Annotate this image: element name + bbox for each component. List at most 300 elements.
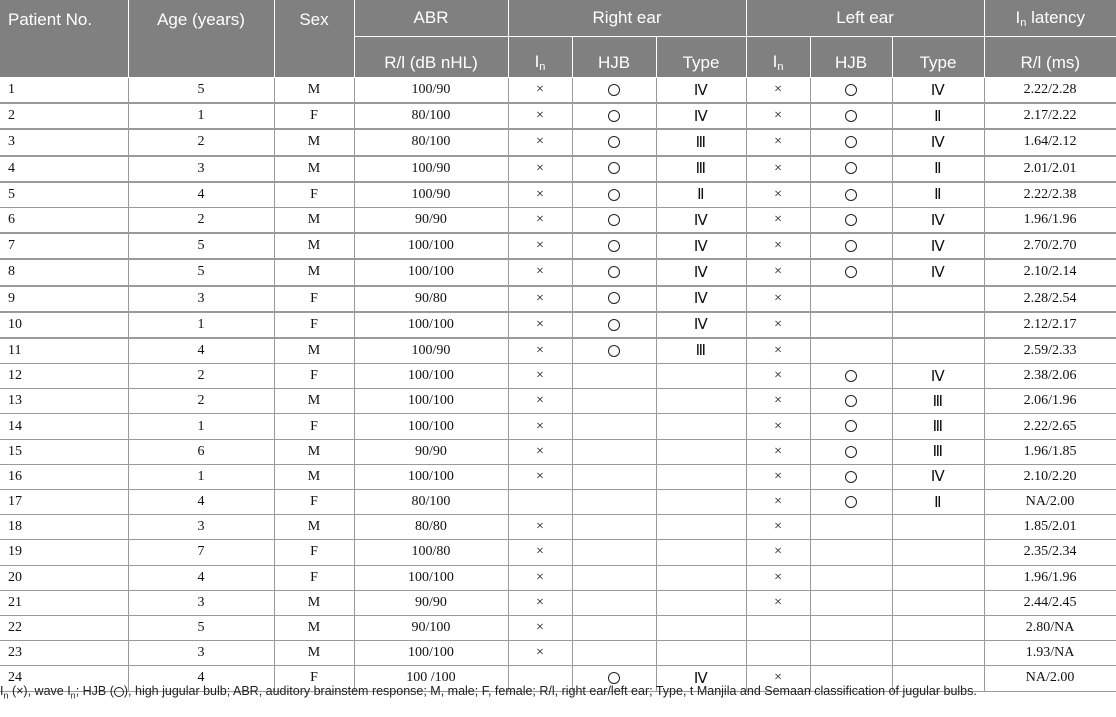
patient-no-cell: 2 (0, 103, 128, 129)
age-cell: 4 (128, 565, 274, 590)
circle-icon (845, 110, 857, 122)
left-hjb-cell (810, 414, 892, 439)
circle-icon (608, 214, 620, 226)
right-wave-cell: × (508, 565, 572, 590)
right-wave-cell: × (508, 615, 572, 640)
patient-no-cell: 17 (0, 490, 128, 515)
table-row (0, 490, 1116, 515)
latency-cell: 2.80/NA (984, 615, 1116, 640)
sex-cell: F (274, 414, 354, 439)
latency-cell: 2.28/2.54 (984, 286, 1116, 312)
circle-icon (608, 240, 620, 252)
latency-cell: NA/2.00 (984, 490, 1116, 515)
patient-no-cell: 22 (0, 615, 128, 640)
circle-icon (845, 446, 857, 458)
left-wave-cell: × (746, 156, 810, 182)
sex-cell: M (274, 338, 354, 364)
right-type-cell: Ⅳ (656, 259, 746, 285)
circle-icon (608, 110, 620, 122)
latency-cell: NA/2.00 (984, 666, 1116, 691)
left-type-cell: Ⅳ (892, 464, 984, 489)
right-type-cell: Ⅲ (656, 129, 746, 155)
sex-cell: M (274, 439, 354, 464)
latency-cell: 1.93/NA (984, 641, 1116, 666)
right-hjb-cell (572, 129, 656, 155)
right-type-cell (656, 590, 746, 615)
right-type-cell: Ⅳ (656, 103, 746, 129)
left-wave-cell: × (746, 233, 810, 259)
right-wave-cell (508, 490, 572, 515)
abr-cell: 90/100 (354, 615, 508, 640)
latency-cell: 2.38/2.06 (984, 364, 1116, 389)
abr-cell: 80/100 (354, 129, 508, 155)
abr-cell: 100 /100 (354, 666, 508, 691)
age-cell: 1 (128, 103, 274, 129)
abr-cell: 100/100 (354, 464, 508, 489)
sex-cell: M (274, 207, 354, 233)
table-row (0, 156, 1116, 182)
left-type-cell (892, 540, 984, 565)
right-wave-cell: × (508, 389, 572, 414)
latency-cell: 1.96/1.85 (984, 439, 1116, 464)
col-header-patient-no: Patient No. (0, 0, 128, 78)
left-type-cell: Ⅲ (892, 414, 984, 439)
left-hjb-cell (810, 312, 892, 338)
age-cell: 4 (128, 338, 274, 364)
age-cell: 3 (128, 590, 274, 615)
patient-no-cell: 6 (0, 207, 128, 233)
abr-cell: 90/80 (354, 286, 508, 312)
age-cell: 5 (128, 259, 274, 285)
right-hjb-cell (572, 312, 656, 338)
right-type-cell: Ⅳ (656, 78, 746, 104)
sex-cell: F (274, 540, 354, 565)
right-type-cell: Ⅳ (656, 666, 746, 691)
right-type-cell (656, 490, 746, 515)
abr-cell: 100/90 (354, 78, 508, 104)
left-hjb-cell (810, 565, 892, 590)
table-row (0, 515, 1116, 540)
table-row (0, 615, 1116, 640)
age-cell: 4 (128, 490, 274, 515)
age-cell: 3 (128, 156, 274, 182)
sex-cell: M (274, 515, 354, 540)
left-hjb-cell (810, 182, 892, 208)
left-hjb-cell (810, 641, 892, 666)
right-type-cell (656, 515, 746, 540)
right-wave-cell: × (508, 103, 572, 129)
abr-cell: 100/100 (354, 312, 508, 338)
circle-icon (845, 136, 857, 148)
patient-no-cell: 1 (0, 78, 128, 104)
right-hjb-cell (572, 103, 656, 129)
left-wave-cell: × (746, 129, 810, 155)
sex-cell: M (274, 156, 354, 182)
abr-cell: 90/90 (354, 439, 508, 464)
latency-cell: 2.59/2.33 (984, 338, 1116, 364)
age-cell: 1 (128, 414, 274, 439)
left-type-cell: Ⅲ (892, 439, 984, 464)
patient-no-cell: 9 (0, 286, 128, 312)
left-type-cell: Ⅳ (892, 364, 984, 389)
right-hjb-cell (572, 464, 656, 489)
abr-cell: 100/100 (354, 414, 508, 439)
patient-no-cell: 23 (0, 641, 128, 666)
patient-no-cell: 10 (0, 312, 128, 338)
left-hjb-cell (810, 259, 892, 285)
left-type-cell: Ⅱ (892, 156, 984, 182)
right-hjb-cell (572, 338, 656, 364)
left-wave-cell: × (746, 464, 810, 489)
left-wave-cell: × (746, 439, 810, 464)
right-wave-cell: × (508, 641, 572, 666)
abr-cell: 100/90 (354, 338, 508, 364)
left-wave-cell: × (746, 565, 810, 590)
left-wave-cell: × (746, 590, 810, 615)
latency-cell: 2.44/2.45 (984, 590, 1116, 615)
left-hjb-cell (810, 590, 892, 615)
right-type-cell (656, 464, 746, 489)
circle-icon (114, 687, 124, 697)
table-footnote: $I_n$ (×), wave $I_n$; HJB ( ), high jugular bulb; ABR, auditory brainstem response; M, male; F, female; R/l, right ear/left ear; Type, t Manjila and Semaan classification of jugular bulbs. (0, 684, 977, 701)
right-wave-cell: × (508, 129, 572, 155)
abr-cell: 80/100 (354, 490, 508, 515)
patient-no-cell: 16 (0, 464, 128, 489)
sex-cell: M (274, 259, 354, 285)
table-row (0, 233, 1116, 259)
left-type-cell (892, 338, 984, 364)
circle-icon (608, 345, 620, 357)
right-wave-cell: × (508, 464, 572, 489)
sex-cell: M (274, 129, 354, 155)
sex-cell: F (274, 312, 354, 338)
left-wave-cell: × (746, 364, 810, 389)
right-type-cell: Ⅳ (656, 286, 746, 312)
patient-no-cell: 19 (0, 540, 128, 565)
latency-cell: 2.10/2.14 (984, 259, 1116, 285)
patient-no-cell: 8 (0, 259, 128, 285)
table-row (0, 103, 1116, 129)
right-type-cell: Ⅳ (656, 312, 746, 338)
right-type-cell (656, 414, 746, 439)
right-hjb-cell (572, 490, 656, 515)
abr-cell: 100/90 (354, 182, 508, 208)
sex-cell: F (274, 103, 354, 129)
right-hjb-cell (572, 182, 656, 208)
right-type-cell (656, 565, 746, 590)
col-header-age: Age (years) (128, 0, 274, 78)
circle-icon (608, 189, 620, 201)
sex-cell: M (274, 78, 354, 104)
left-type-cell: Ⅳ (892, 78, 984, 104)
table-row (0, 641, 1116, 666)
left-wave-cell: × (746, 182, 810, 208)
left-wave-cell (746, 615, 810, 640)
col-header-left-type: Type (892, 37, 984, 78)
right-hjb-cell (572, 233, 656, 259)
age-cell: 3 (128, 515, 274, 540)
table-row (0, 364, 1116, 389)
right-wave-cell: × (508, 590, 572, 615)
table-row (0, 78, 1116, 104)
right-wave-cell: × (508, 78, 572, 104)
left-hjb-cell (810, 338, 892, 364)
right-wave-cell: × (508, 182, 572, 208)
left-wave-cell: × (746, 78, 810, 104)
latency-cell: 2.17/2.22 (984, 103, 1116, 129)
table-row (0, 312, 1116, 338)
circle-icon (845, 395, 857, 407)
left-wave-cell: × (746, 490, 810, 515)
patient-no-cell: 20 (0, 565, 128, 590)
age-cell: 3 (128, 641, 274, 666)
circle-icon (845, 420, 857, 432)
left-hjb-cell (810, 490, 892, 515)
left-hjb-cell (810, 364, 892, 389)
age-cell: 5 (128, 615, 274, 640)
col-header-sex: Sex (274, 0, 354, 78)
left-hjb-cell (810, 540, 892, 565)
age-cell: 2 (128, 389, 274, 414)
right-hjb-cell (572, 414, 656, 439)
left-type-cell: Ⅱ (892, 490, 984, 515)
right-type-cell (656, 439, 746, 464)
circle-icon (845, 471, 857, 483)
right-type-cell (656, 389, 746, 414)
right-type-cell: Ⅱ (656, 182, 746, 208)
table-row (0, 207, 1116, 233)
table-row (0, 338, 1116, 364)
patient-no-cell: 4 (0, 156, 128, 182)
left-hjb-cell (810, 78, 892, 104)
circle-icon (608, 136, 620, 148)
age-cell: 2 (128, 129, 274, 155)
col-header-latency: $I_n$ latency (984, 0, 1116, 37)
left-wave-cell: × (746, 312, 810, 338)
right-type-cell: Ⅳ (656, 233, 746, 259)
left-hjb-cell (810, 286, 892, 312)
latency-cell: 2.10/2.20 (984, 464, 1116, 489)
left-hjb-cell (810, 207, 892, 233)
right-wave-cell: × (508, 414, 572, 439)
col-header-latency-unit: R/l (ms) (984, 37, 1116, 78)
circle-icon (845, 266, 857, 278)
circle-icon (608, 319, 620, 331)
right-wave-cell: × (508, 338, 572, 364)
col-header-right-hjb: HJB (572, 37, 656, 78)
sex-cell: M (274, 590, 354, 615)
right-wave-cell: × (508, 515, 572, 540)
table-row (0, 286, 1116, 312)
age-cell: 3 (128, 286, 274, 312)
left-wave-cell: × (746, 259, 810, 285)
age-cell: 6 (128, 439, 274, 464)
sex-cell: F (274, 490, 354, 515)
right-hjb-cell (572, 259, 656, 285)
left-type-cell (892, 565, 984, 590)
right-type-cell (656, 540, 746, 565)
abr-cell: 80/100 (354, 103, 508, 129)
circle-icon (845, 370, 857, 382)
left-hjb-cell (810, 615, 892, 640)
patient-no-cell: 18 (0, 515, 128, 540)
table-row (0, 464, 1116, 489)
left-wave-cell: × (746, 515, 810, 540)
circle-icon (608, 292, 620, 304)
latency-cell: 2.22/2.65 (984, 414, 1116, 439)
patient-no-cell: 12 (0, 364, 128, 389)
sex-cell: M (274, 233, 354, 259)
left-wave-cell: × (746, 389, 810, 414)
right-type-cell: Ⅲ (656, 156, 746, 182)
right-hjb-cell (572, 207, 656, 233)
sex-cell: M (274, 641, 354, 666)
age-cell: 4 (128, 666, 274, 691)
abr-cell: 90/90 (354, 590, 508, 615)
abr-cell: 100/80 (354, 540, 508, 565)
latency-cell: 1.85/2.01 (984, 515, 1116, 540)
sex-cell: F (274, 182, 354, 208)
right-hjb-cell (572, 641, 656, 666)
left-type-cell: Ⅲ (892, 389, 984, 414)
age-cell: 2 (128, 364, 274, 389)
left-hjb-cell (810, 515, 892, 540)
left-wave-cell: × (746, 414, 810, 439)
table-row (0, 259, 1116, 285)
right-wave-cell: × (508, 233, 572, 259)
right-wave-cell: × (508, 312, 572, 338)
sex-cell: M (274, 389, 354, 414)
left-type-cell: Ⅳ (892, 207, 984, 233)
circle-icon (845, 214, 857, 226)
right-type-cell (656, 364, 746, 389)
patient-no-cell: 7 (0, 233, 128, 259)
table-row (0, 414, 1116, 439)
left-type-cell (892, 515, 984, 540)
left-wave-cell: × (746, 207, 810, 233)
abr-cell: 100/100 (354, 233, 508, 259)
patient-no-cell: 13 (0, 389, 128, 414)
left-type-cell: Ⅱ (892, 103, 984, 129)
left-type-cell (892, 312, 984, 338)
right-wave-cell: × (508, 439, 572, 464)
sex-cell: M (274, 464, 354, 489)
right-wave-cell: × (508, 207, 572, 233)
right-hjb-cell (572, 364, 656, 389)
abr-cell: 100/90 (354, 156, 508, 182)
age-cell: 4 (128, 182, 274, 208)
left-hjb-cell (810, 439, 892, 464)
left-wave-cell: × (746, 103, 810, 129)
patient-no-cell: 11 (0, 338, 128, 364)
table-body (0, 78, 1116, 692)
age-cell: 1 (128, 312, 274, 338)
age-cell: 5 (128, 233, 274, 259)
circle-icon (608, 266, 620, 278)
col-header-right-type: Type (656, 37, 746, 78)
right-type-cell: Ⅳ (656, 207, 746, 233)
right-type-cell (656, 615, 746, 640)
age-cell: 5 (128, 78, 274, 104)
right-wave-cell: × (508, 259, 572, 285)
latency-cell: 2.06/1.96 (984, 389, 1116, 414)
col-header-abr: ABR (354, 0, 508, 37)
col-header-abr-unit: R/l (dB nHL) (354, 37, 508, 78)
patient-no-cell: 24 (0, 666, 128, 691)
abr-cell: 80/80 (354, 515, 508, 540)
age-cell: 2 (128, 207, 274, 233)
left-wave-cell: × (746, 286, 810, 312)
abr-cell: 100/100 (354, 565, 508, 590)
right-wave-cell: × (508, 540, 572, 565)
patient-no-cell: 5 (0, 182, 128, 208)
right-hjb-cell (572, 78, 656, 104)
right-hjb-cell (572, 515, 656, 540)
right-hjb-cell (572, 286, 656, 312)
table-row (0, 590, 1116, 615)
table-row (0, 439, 1116, 464)
sex-cell: F (274, 565, 354, 590)
left-type-cell: Ⅳ (892, 259, 984, 285)
left-wave-cell: × (746, 338, 810, 364)
left-hjb-cell (810, 389, 892, 414)
left-hjb-cell (810, 103, 892, 129)
latency-cell: 2.22/2.28 (984, 78, 1116, 104)
right-wave-cell: × (508, 364, 572, 389)
abr-cell: 100/100 (354, 364, 508, 389)
right-hjb-cell (572, 156, 656, 182)
left-type-cell (892, 286, 984, 312)
age-cell: 7 (128, 540, 274, 565)
latency-cell: 2.12/2.17 (984, 312, 1116, 338)
left-type-cell (892, 590, 984, 615)
left-type-cell (892, 615, 984, 640)
circle-icon (845, 162, 857, 174)
patient-no-cell: 15 (0, 439, 128, 464)
abr-cell: 100/100 (354, 259, 508, 285)
left-type-cell (892, 641, 984, 666)
sex-cell: F (274, 364, 354, 389)
left-type-cell: Ⅳ (892, 233, 984, 259)
latency-cell: 1.96/1.96 (984, 207, 1116, 233)
latency-cell: 1.96/1.96 (984, 565, 1116, 590)
table-row (0, 389, 1116, 414)
latency-cell: 2.22/2.38 (984, 182, 1116, 208)
sex-cell: M (274, 615, 354, 640)
abr-cell: 100/100 (354, 389, 508, 414)
patient-no-cell: 21 (0, 590, 128, 615)
age-cell: 1 (128, 464, 274, 489)
patient-no-cell: 14 (0, 414, 128, 439)
latency-cell: 2.35/2.34 (984, 540, 1116, 565)
right-hjb-cell (572, 565, 656, 590)
circle-icon (608, 84, 620, 96)
sex-cell: F (274, 286, 354, 312)
latency-cell: 1.64/2.12 (984, 129, 1116, 155)
abr-cell: 90/90 (354, 207, 508, 233)
latency-cell: 2.70/2.70 (984, 233, 1116, 259)
table-row (0, 129, 1116, 155)
abr-cell: 100/100 (354, 641, 508, 666)
left-type-cell: Ⅱ (892, 182, 984, 208)
right-hjb-cell (572, 540, 656, 565)
left-wave-cell: × (746, 666, 810, 691)
table-row (0, 565, 1116, 590)
left-hjb-cell (810, 464, 892, 489)
right-hjb-cell (572, 615, 656, 640)
left-type-cell: Ⅳ (892, 129, 984, 155)
right-hjb-cell (572, 590, 656, 615)
